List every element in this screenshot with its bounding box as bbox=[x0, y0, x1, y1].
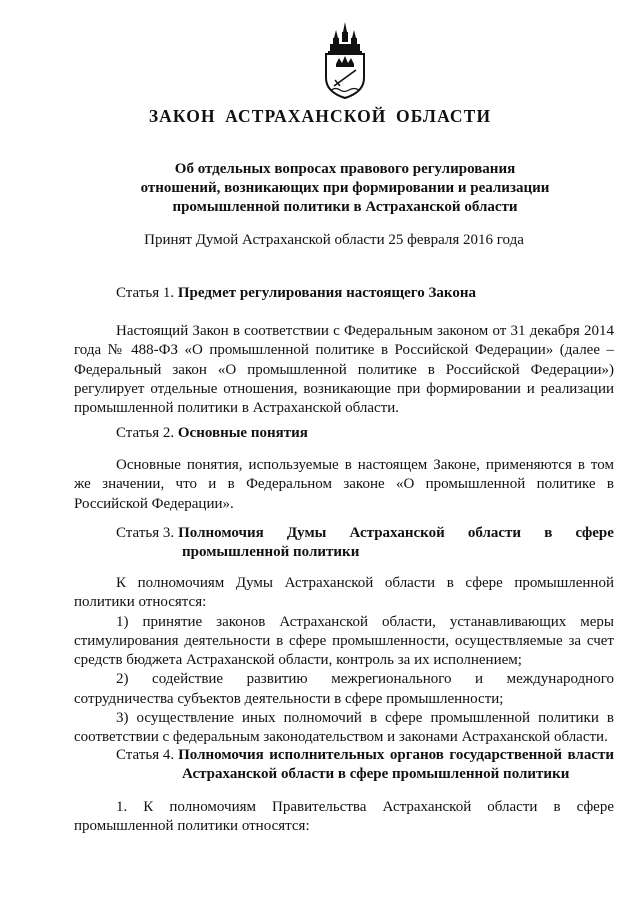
list-item: 2) содействие развитию межрегионального и международного сотрудничества субъектов деятельности в сфере промышленности; bbox=[74, 671, 614, 707]
article-4-body bbox=[74, 798, 614, 837]
paragraph: 1. К полномочиям Правительства Астраханской области в сфере промышленной политики относятся: bbox=[74, 799, 614, 835]
list-item: 3) осуществление иных полномочий в сфере промышленной политики в соответствии с федеральным законодательством и законами Астраханской области. bbox=[74, 710, 614, 746]
paragraph: Настоящий Закон в соответствии с Федеральным законом от 31 декабря 2014 года № 488-ФЗ «О промышленной политике в Российской Федерации» (далее – Федеральный закон «О промышленной политике в Российской Федерации») регулирует отдельные отношения, возникающие при формировании и реализации промышленной политики в Астраханской области. bbox=[74, 323, 614, 417]
article-1-heading bbox=[116, 284, 614, 303]
article-title: Предмет регулирования настоящего Закона bbox=[177, 285, 476, 301]
title-word: Думы bbox=[286, 525, 327, 541]
article-3-body bbox=[74, 574, 614, 748]
article-title bbox=[178, 524, 614, 543]
article-2-body bbox=[74, 456, 614, 514]
title-word: в bbox=[544, 525, 553, 541]
article-heading-row bbox=[116, 524, 614, 543]
article-heading-row bbox=[116, 746, 614, 765]
adoption-note: Принят Думой Астраханской области 25 февраля 2016 года bbox=[144, 232, 524, 248]
law-title: ЗАКОН АСТРАХАНСКОЙ ОБЛАСТИ bbox=[148, 106, 492, 126]
paragraph: К полномочиям Думы Астраханской области в сфере промышленной политики относятся: bbox=[74, 575, 614, 611]
astrakhan-coat-of-arms-icon bbox=[322, 20, 368, 100]
article-title-continued: промышленной политики bbox=[182, 544, 360, 560]
subtitle-line: отношений, возникающих при формировании и реализации bbox=[140, 180, 550, 196]
title-word: области bbox=[467, 525, 522, 541]
article-label: Статья 4. bbox=[116, 747, 175, 763]
list-item: 1) принятие законов Астраханской области, устанавливающих меры стимулирования деятельности в сфере промышленности, осуществляемые за счет средств бюджета Астраханской области, контроль за их исполнением; bbox=[74, 613, 614, 669]
article-label: Статья 3. bbox=[116, 525, 175, 541]
article-title: Основные понятия bbox=[177, 425, 308, 441]
title-word: Полномочия bbox=[178, 525, 264, 541]
article-2-heading bbox=[116, 424, 614, 443]
subtitle-line: промышленной политики в Астраханской области bbox=[172, 199, 518, 215]
paragraph: Основные понятия, используемые в настоящем Законе, применяются в том же значении, что и в Федеральном законе «О промышленной политике в Российской Федерации». bbox=[74, 457, 614, 512]
article-label: Статья 1. bbox=[116, 285, 175, 301]
article-title-continued: Астраханской области в сфере промышленной политики bbox=[182, 766, 570, 782]
subtitle-line: Об отдельных вопросах правового регулирования bbox=[174, 161, 516, 177]
article-label: Статья 2. bbox=[116, 425, 175, 441]
article-1-body bbox=[74, 322, 614, 418]
title-word: сфере bbox=[575, 525, 614, 541]
article-4-heading bbox=[116, 746, 614, 784]
title-word: Астраханской bbox=[349, 525, 445, 541]
article-title: Полномочия исполнительных органов государственной власти bbox=[178, 747, 614, 763]
article-3-heading bbox=[116, 524, 614, 562]
law-subtitle bbox=[110, 160, 580, 217]
